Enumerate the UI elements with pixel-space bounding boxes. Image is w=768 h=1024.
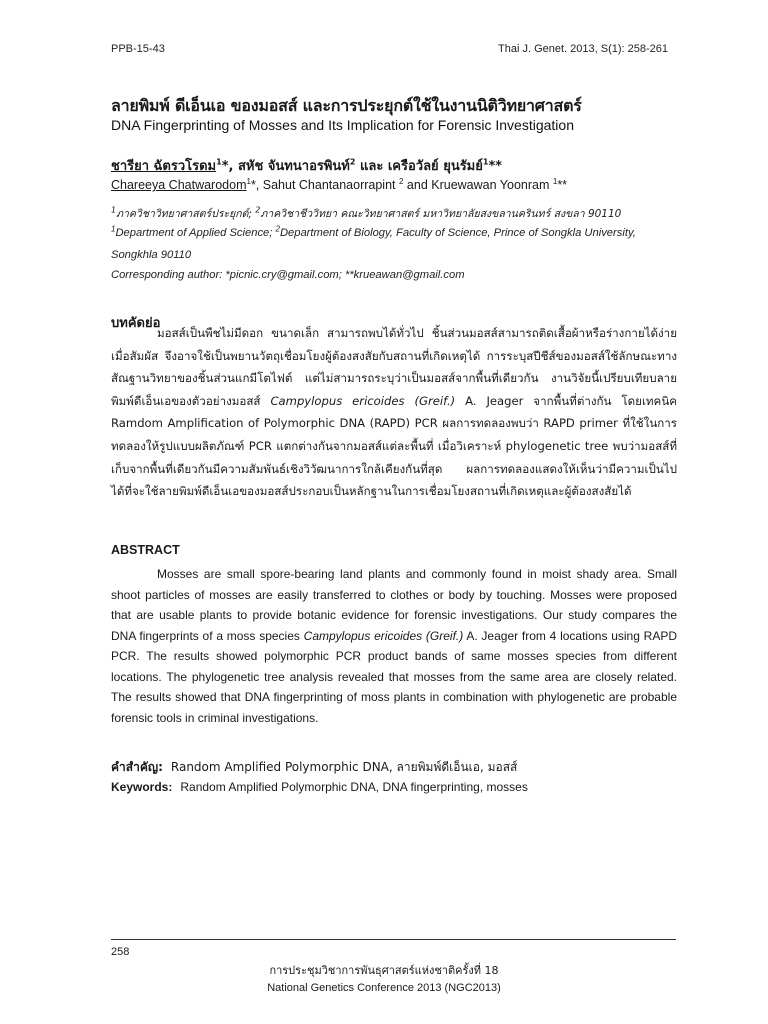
author-2-en-affil: 2 <box>398 176 404 186</box>
abstract-thai-heading: บทคัดย่อ <box>111 316 161 331</box>
author-1-en-affil: 1 <box>246 176 251 186</box>
author-1-en: Chareeya Chatwarodom <box>111 178 247 192</box>
affil-marker: 2 <box>255 205 261 215</box>
author-3-th: เครือวัลย์ ยุนรัมย์ <box>387 159 483 174</box>
affiliation-english-line2: Songkhla 90110 <box>111 249 192 261</box>
author-2-th: สหัช จันทนาอรพินท์ <box>237 159 350 174</box>
keywords-thai-value: Random Amplified Polymorphic DNA, ลายพิมพ์ดีเอ็นเอ, มอสส์ <box>170 760 518 774</box>
keywords-thai-label: คำสำคัญ: <box>111 760 163 774</box>
affil-th-1: ภาควิชาวิทยาศาสตร์ประยุกต์; <box>116 208 256 220</box>
abstract-thai-text: มอสส์เป็นพืชไม่มีดอก ขนาดเล็ก สามารถพบได้ทั่วไป ชิ้นส่วนมอสส์สามารถติดเสื้อผ้าหรือร่างกายได้ง่ายเมื่อสัมผัส จึงอาจใช้เป็นพยานวัตถุเชื่อมโยงผู้ต้องสงสัยกับสถานที่เกิดเหตุได้ การระบุสปีชีส์ของมอสส์ใช้ลักษณะทางสัณฐานวิทยาของชิ้นส่วนแกมีโตไฟต์ แต่ไม่สามารถระบุว่าเป็นมอสส์จากพื้นที่เดียวกัน งานวิจัยนี้เปรียบเทียบลายพิมพ์ดีเอ็นเอของตัวอย่างมอสส์ <box>111 326 677 408</box>
species-name: Campylopus ericoides (Greif.) <box>270 393 456 408</box>
keywords-english-label: Keywords: <box>111 780 173 794</box>
author-mark: ** <box>557 178 568 192</box>
author-3-th-affil: 1 <box>482 157 489 167</box>
authors-thai <box>111 155 502 176</box>
corresponding-author: Corresponding author: *picnic.cry@gmail.com; **krueawan@gmail.com <box>111 269 465 281</box>
keywords-thai <box>111 758 517 777</box>
author-sep: and <box>403 178 432 192</box>
affil-marker: 2 <box>275 224 280 234</box>
author-sep: *, <box>250 178 263 192</box>
species-name: Campylopus ericoides (Greif.) <box>303 628 464 643</box>
keywords-english-value: Random Amplified Polymorphic DNA, DNA fingerprinting, mosses <box>180 780 528 794</box>
affil-en-2: Department of Biology, Faculty of Science, Prince of Songkla University, <box>279 227 636 239</box>
page-number: 258 <box>111 946 130 958</box>
author-mark: ** <box>488 159 503 174</box>
affil-th-2: ภาควิชาชีววิทยา คณะวิทยาศาสตร์ มหาวิทยาลัยสงขลานครินทร์ สงขลา 90110 <box>260 208 622 220</box>
affil-marker: 1 <box>111 205 117 215</box>
abstract-english-heading: ABSTRACT <box>111 543 180 557</box>
abstract-english-text: A. Jeager from 4 locations using RAPD PCR. The results showed polymorphic PCR product bands of same mosses species from different locations. The phylogenetic tree analysis revealed that mosses from the same area are closely related. The results showed that DNA fingerprinting of moss plants in combination with phylogenetic are probable forensic tools in criminal investigations. <box>111 628 677 725</box>
keywords-english <box>111 780 528 794</box>
journal-citation: Thai J. Genet. 2013, S(1): 258-261 <box>498 43 668 55</box>
affiliation-english <box>111 224 636 239</box>
affiliation-thai <box>111 205 621 222</box>
conference-thai: การประชุมวิชาการพันธุศาสตร์แห่งชาติครั้งที่ 18 <box>269 964 499 977</box>
paper-code: PPB-15-43 <box>111 43 165 55</box>
title-english: DNA Fingerprinting of Mosses and Its Implication for Forensic Investigation <box>111 117 574 133</box>
author-3-en-affil: 1 <box>552 176 558 186</box>
author-sep: และ <box>355 159 388 174</box>
footer-divider <box>111 939 676 940</box>
abstract-thai-body <box>111 322 677 503</box>
author-2-th-affil: 2 <box>349 157 356 167</box>
author-1-th: ชารียา ฉัตรวโรดม <box>111 159 217 174</box>
author-sep: *, <box>221 159 238 174</box>
abstract-english-text: Mosses are small spore-bearing land plants and commonly found in moist shady area. Small shoot particles of mosses are easily transferred to clothes or body by touching. Mosses were proposed that are usable plants to provide botanic evidence for forensic investigations. Our study compares the DNA fingerprints of a moss species <box>111 567 677 643</box>
affil-en-1: Department of Applied Science; <box>115 227 276 239</box>
author-2-en: Sahut Chantanaorrapint <box>262 178 399 192</box>
author-1-th-affil: 1 <box>216 157 222 167</box>
affil-marker: 1 <box>111 224 116 234</box>
abstract-thai-text: A. Jeager จากพื้นที่ต่างกัน โดยเทคนิค Ramdom Amplification of Polymorphic DNA (RAPD) PCR ผลการทดลองพบว่า RAPD primer ที่ใช้ในการทดลองให้รูปแบบผลิตภัณฑ์ PCR แตกต่างกันจากมอสส์แต่ละพื้นที่ เมื่อวิเคราะห์ phylogenetic tree พบว่ามอสส์ที่เก็บจากพื้นที่เดียวกันมีความสัมพันธ์เชิงวิวัฒนาการใกล้เคียงกันที่สุด ผลการทดลองแสดงให้เห็นว่ามีความเป็นไปได้ที่จะใช้ลายพิมพ์ดีเอ็นเอของมอสส์ประกอบเป็นหลักฐานในการเชื่อมโยงสถานที่เกิดเหตุและผู้ต้องสงสัยได้ <box>111 393 677 499</box>
title-thai: ลายพิมพ์ ดีเอ็นเอ ของมอสส์ และการประยุกต์ใช้ในงานนิติวิทยาศาสตร์ <box>111 96 582 115</box>
authors-english <box>111 178 567 192</box>
author-3-en: Kruewawan Yoonram <box>431 178 553 192</box>
conference-english: National Genetics Conference 2013 (NGC2013) <box>267 982 501 994</box>
abstract-english-body <box>111 564 677 728</box>
